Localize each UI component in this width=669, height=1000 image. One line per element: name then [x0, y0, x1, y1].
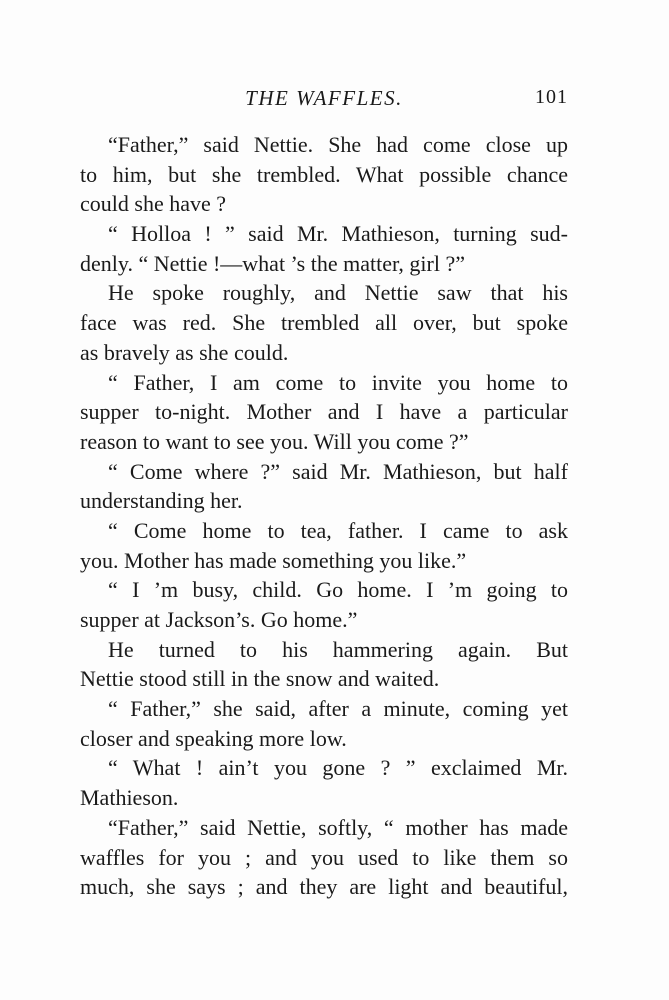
text-line: “ Father,” she said, after a minute, coming yet: [108, 696, 568, 722]
text-line: understanding her.: [80, 488, 243, 514]
text-line: “Father,” said Nettie. She had come close up: [108, 132, 568, 157]
text-line: reason to want to see you. Will you come ?”: [80, 428, 469, 454]
text-line: “ I ’m busy, child. Go home. I ’m going to: [108, 577, 568, 603]
text-line: you. Mother has made something you like.”: [80, 547, 467, 573]
text-line: “ Father, I am come to invite you home to: [108, 369, 568, 395]
text-line: denly. “ Nettie !—what ’s the matter, girl ?”: [80, 250, 465, 276]
text-line: supper to-night. Mother and I have a particular: [80, 399, 568, 425]
text-line: “ Come home to tea, father. I came to ask: [108, 517, 568, 543]
text-line: could she have ?: [80, 191, 226, 217]
page-number: 101: [535, 86, 568, 108]
text-line: closer and speaking more low.: [80, 725, 347, 751]
running-head: [80, 86, 568, 116]
text-line: He turned to his hammering again. But: [108, 636, 568, 662]
chapter-title: THE WAFFLES.: [245, 86, 403, 110]
text-line: He spoke roughly, and Nettie saw that his: [108, 280, 568, 306]
text-line: supper at Jackson’s. Go home.”: [80, 607, 358, 632]
text-line: Mathieson.: [80, 785, 179, 811]
text-line: to him, but she trembled. What possible chance: [80, 161, 568, 187]
text-line: “ Come where ?” said Mr. Mathieson, but half: [108, 458, 568, 484]
text-line: much, she says ; and they are light and beautiful,: [80, 874, 568, 900]
text-line: “ Holloa ! ” said Mr. Mathieson, turning sud-: [108, 221, 568, 247]
text-line: as bravely as she could.: [80, 339, 289, 365]
text-line: waffles for you ; and you used to like them so: [80, 844, 568, 870]
text-line: Nettie stood still in the snow and waited.: [80, 666, 440, 692]
text-line: “ What ! ain’t you gone ? ” exclaimed Mr.: [108, 755, 568, 781]
text-line: “Father,” said Nettie, softly, “ mother has made: [108, 814, 568, 840]
text-line: face was red. She trembled all over, but spoke: [80, 310, 568, 336]
body-text: [80, 130, 568, 902]
